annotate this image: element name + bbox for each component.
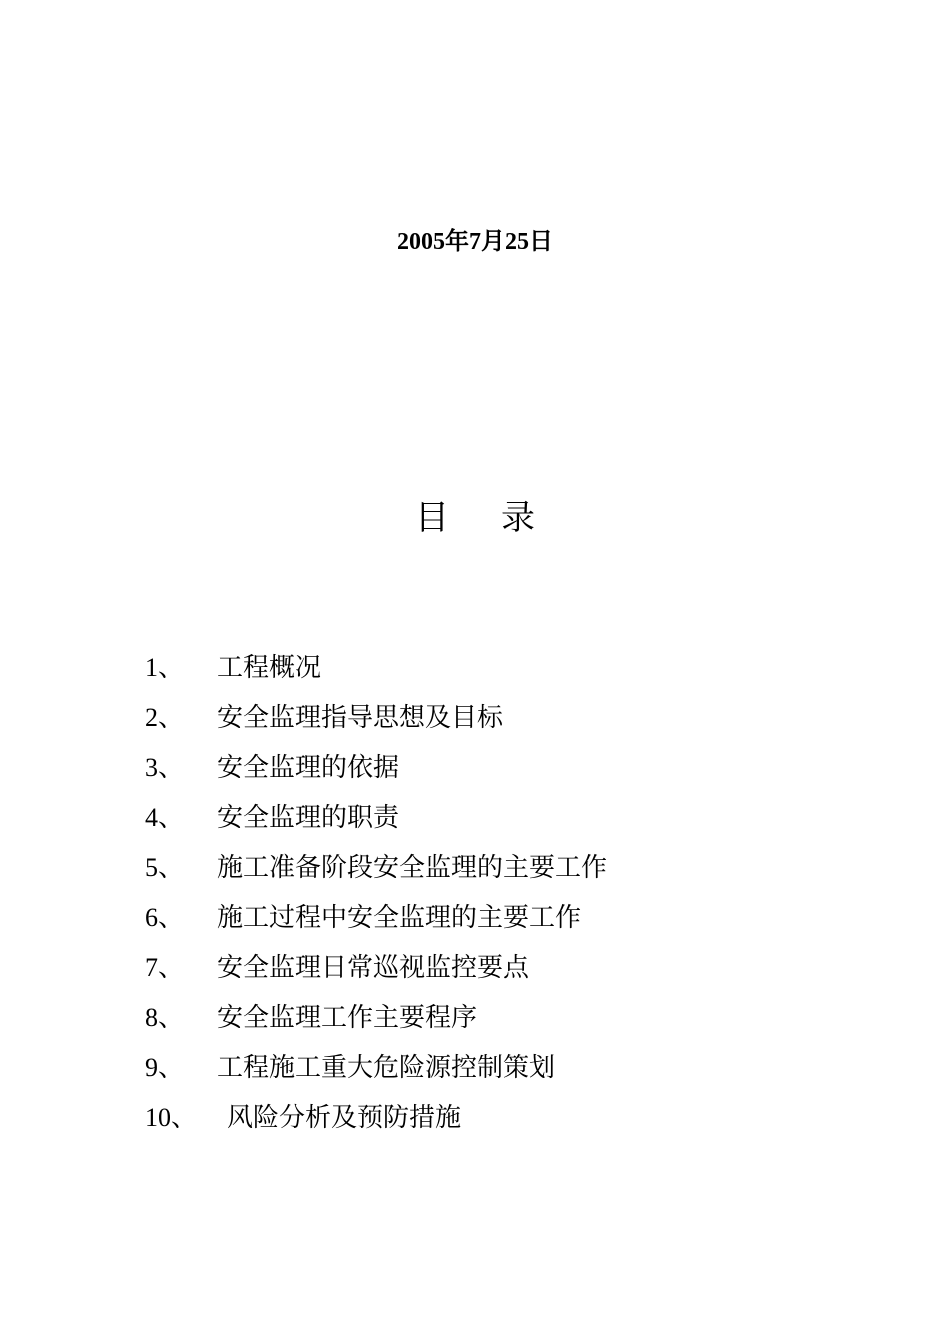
toc-item-text: 安全监理的依据	[217, 753, 400, 782]
toc-item-5	[145, 848, 607, 898]
toc-item-number: 6、	[145, 903, 185, 932]
toc-item-10	[145, 1098, 607, 1148]
toc-item-9	[145, 1048, 607, 1098]
toc-item-1	[145, 648, 607, 698]
toc-list	[145, 648, 607, 1148]
document-date: 2005年7月25日	[397, 229, 553, 255]
toc-title	[0, 497, 950, 541]
toc-item-text: 安全监理日常巡视监控要点	[217, 953, 530, 982]
toc-item-text: 工程施工重大危险源控制策划	[217, 1053, 556, 1082]
toc-item-number: 1、	[145, 653, 185, 682]
toc-item-number: 7、	[145, 953, 185, 982]
toc-item-2	[145, 698, 607, 748]
toc-item-text: 安全监理指导思想及目标	[217, 703, 504, 732]
toc-item-number: 10、	[145, 1103, 198, 1132]
toc-item-6	[145, 898, 607, 948]
toc-item-number: 2、	[145, 703, 185, 732]
toc-item-text: 施工过程中安全监理的主要工作	[217, 903, 582, 932]
toc-title-right: 录	[501, 500, 535, 537]
toc-item-text: 工程概况	[217, 653, 322, 682]
toc-item-number: 4、	[145, 803, 185, 832]
toc-item-number: 8、	[145, 1003, 185, 1032]
toc-item-4	[145, 798, 607, 848]
toc-item-number: 5、	[145, 853, 185, 882]
toc-item-8	[145, 998, 607, 1048]
toc-item-3	[145, 748, 607, 798]
toc-title-left: 目	[415, 500, 449, 537]
toc-item-7	[145, 948, 607, 998]
toc-item-text: 安全监理的职责	[217, 803, 400, 832]
toc-item-number: 9、	[145, 1053, 185, 1082]
toc-item-number: 3、	[145, 753, 185, 782]
toc-item-text: 风险分析及预防措施	[227, 1103, 462, 1132]
toc-item-text: 施工准备阶段安全监理的主要工作	[217, 853, 608, 882]
toc-item-text: 安全监理工作主要程序	[217, 1003, 478, 1032]
